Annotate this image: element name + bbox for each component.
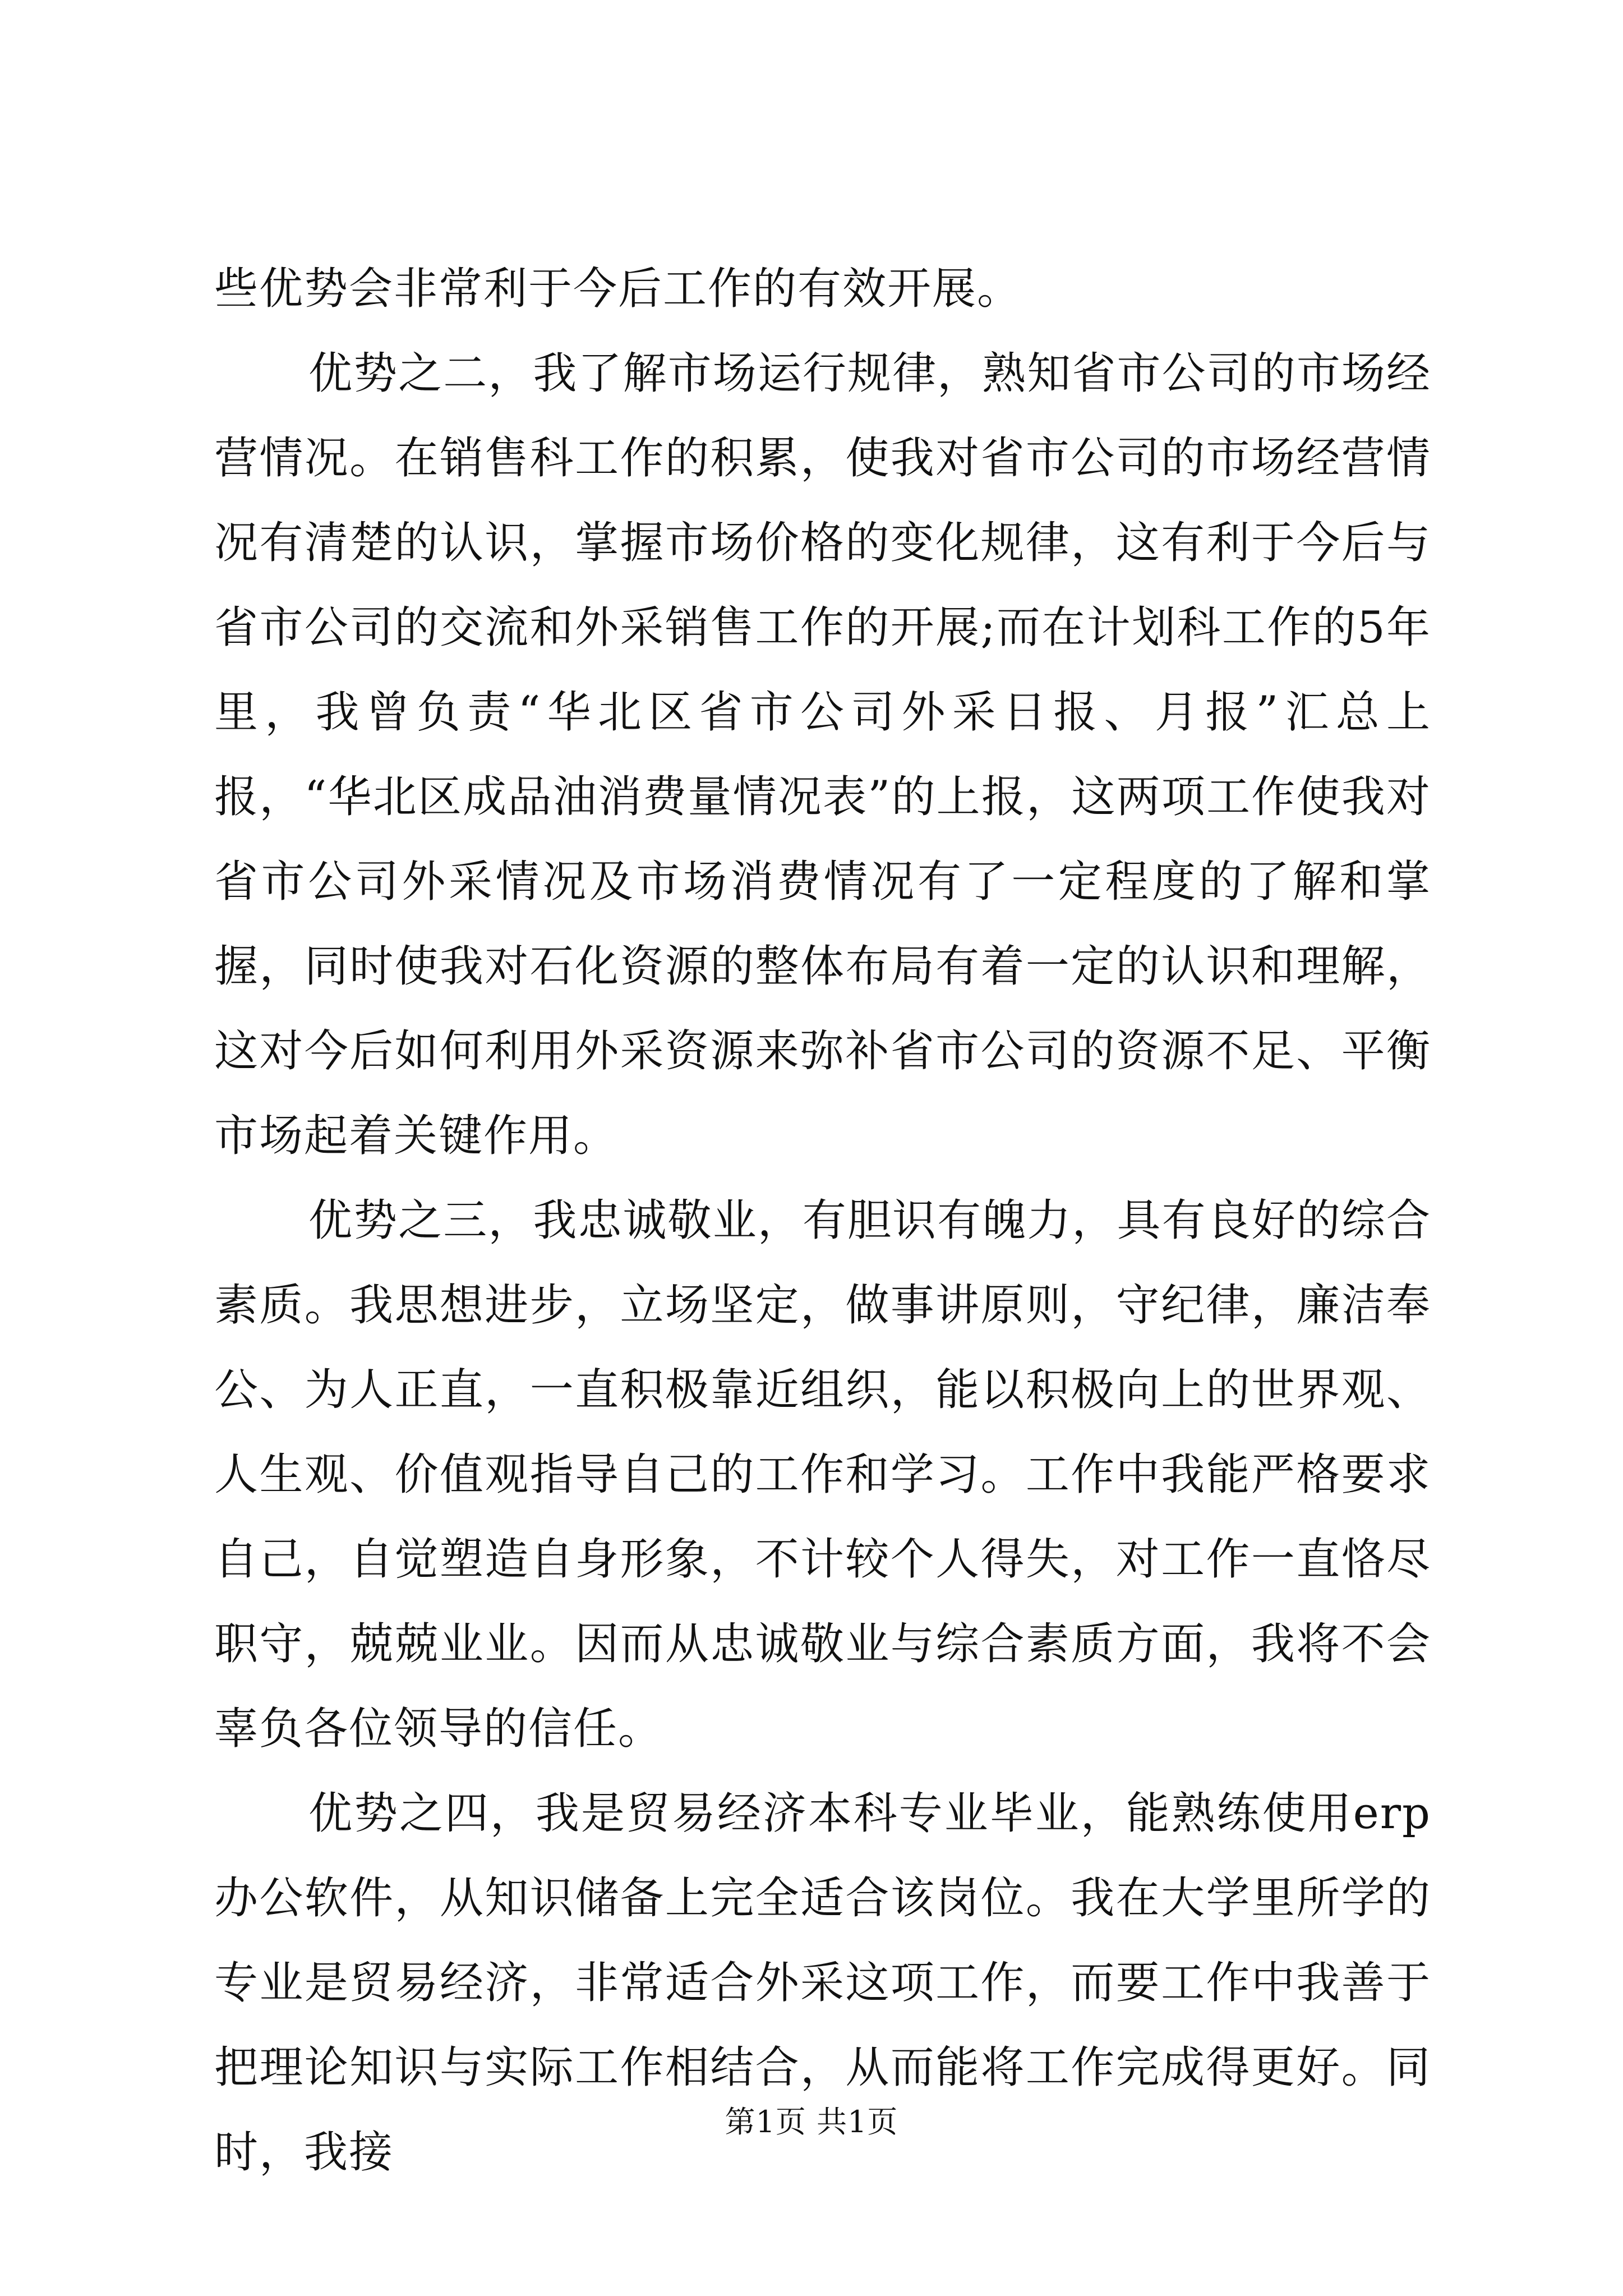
page-footer: 第1页 共1页 (725, 2104, 898, 2139)
paragraph-advantage-three: 优势之三，我忠诚敬业，有胆识有魄力，具有良好的综合素质。我思想进步，立场坚定，做事讲原则，守纪律，廉洁奉公、为人正直，一直积极靠近组织，能以积极向上的世界观、人生观、价值观指导自己的工作和学习。工作中我能严格要求自己，自觉塑造自身形象，不计较个人得失，对工作一直恪尽职守，兢兢业业。因而从忠诚敬业与综合素质方面，我将不会辜负各位领导的信任。 (214, 1195, 1431, 1754)
paragraph-advantage-four: 优势之四，我是贸易经济本科专业毕业，能熟练使用erp办公软件，从知识储备上完全适合该岗位。我在大学里所学的专业是贸易经济，非常适合外采这项工作，而要工作中我善于把理论知识与实际工作相结合，从而能将工作完成得更好。同时，我接 (214, 1788, 1431, 2178)
paragraph-continuation: 些优势会非常利于今后工作的有效开展。 (214, 264, 1022, 314)
document-body (214, 247, 1431, 2195)
paragraph-advantage-two: 优势之二，我了解市场运行规律，熟知省市公司的市场经营情况。在销售科工作的积累，使我对省市公司的市场经营情况有清楚的认识，掌握市场价格的变化规律，这有利于今后与省市公司的交流和外采销售工作的开展;而在计划科工作的5年里，我曾负责“华北区省市公司外采日报、月报”汇总上报，“华北区成品油消费量情况表”的上报，这两项工作使我对省市公司外采情况及市场消费情况有了一定程度的了解和掌握，同时使我对石化资源的整体布局有着一定的认识和理解，这对今后如何利用外采资源来弥补省市公司的资源不足、平衡市场起着关键作用。 (214, 348, 1431, 1161)
